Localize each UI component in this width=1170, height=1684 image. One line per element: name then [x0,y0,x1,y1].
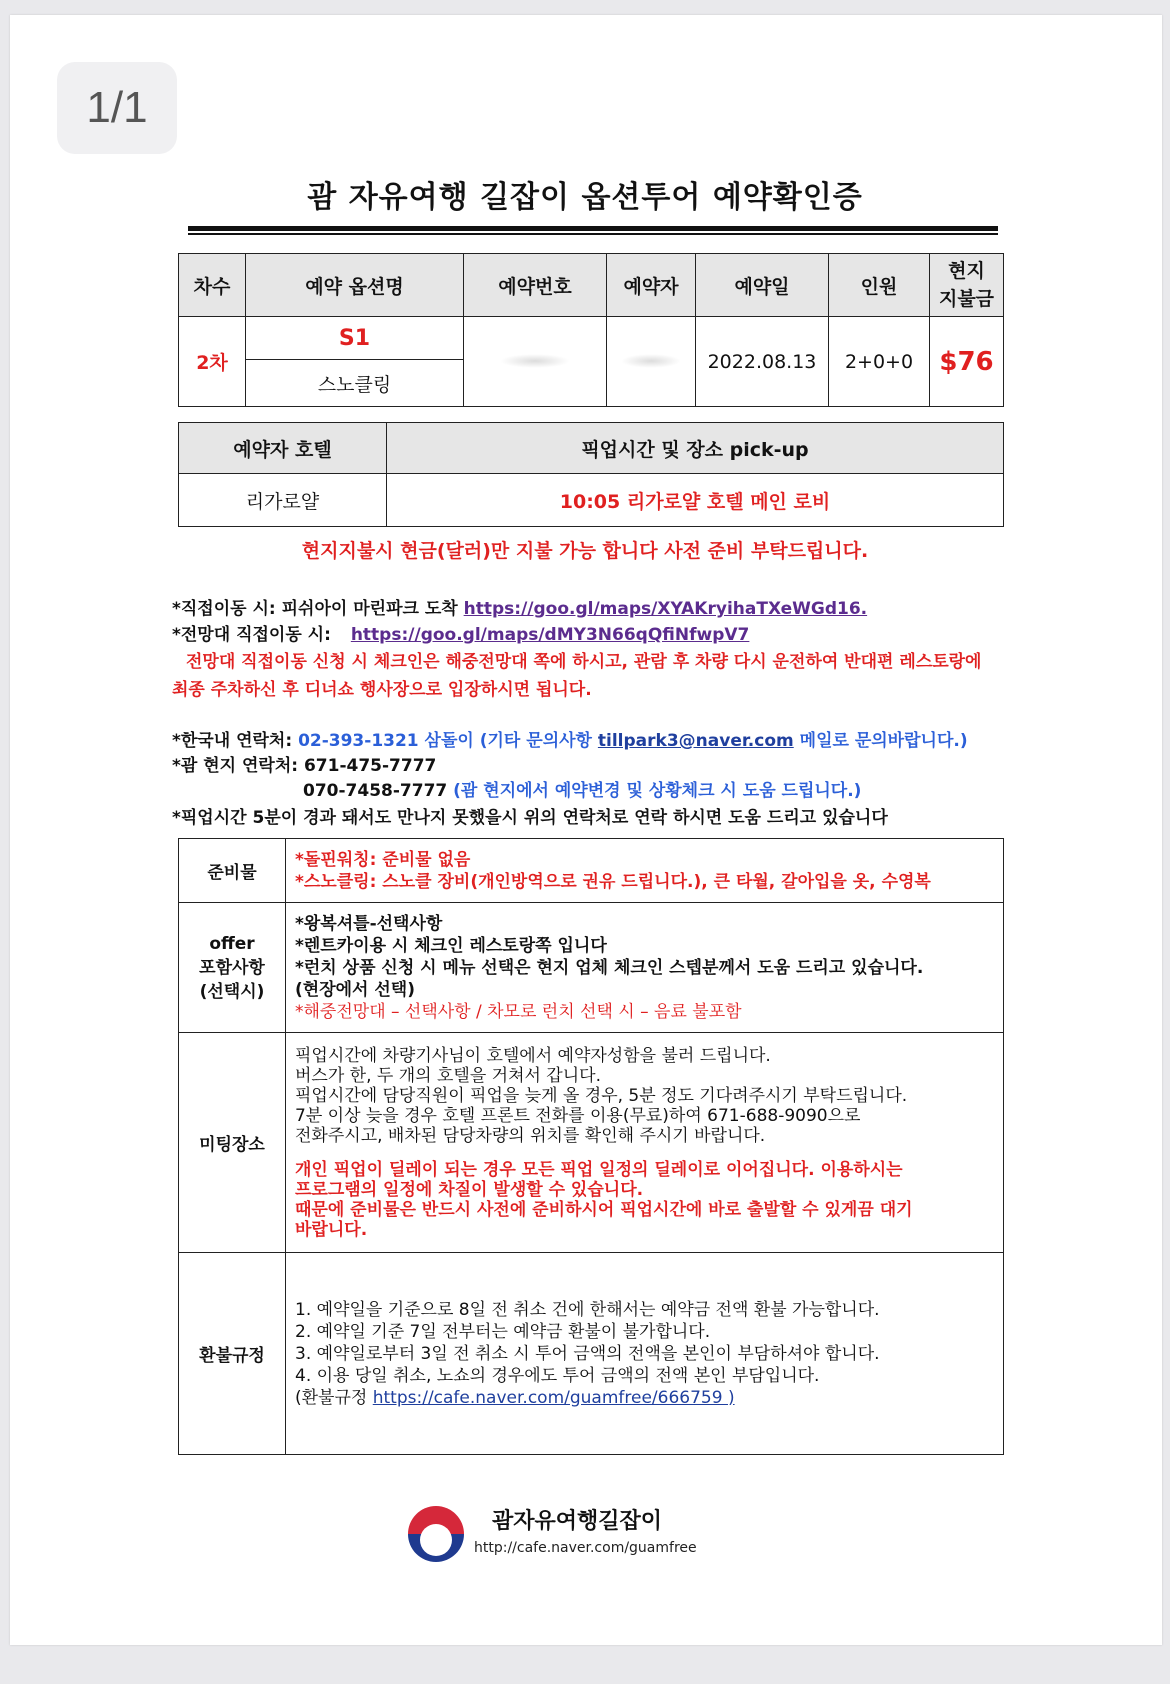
offer-line: *런치 상품 신청 시 메뉴 선택은 현지 업체 체크인 스텝분께서 도움 드리고 있습니다. [295,957,924,978]
brand-name: 괌자유여행길잡이 [492,1509,663,1534]
prep-content [286,839,1004,903]
header-booking-number: 예약번호 [464,254,607,317]
header-round: 차수 [179,254,246,317]
korea-contact-tail: 메일로 문의바랍니다.) [799,731,968,751]
page-title: 괌 자유여행 길잡이 옵션투어 예약확인증 [307,180,863,215]
option-code: S1 [246,317,464,360]
pickup-delay-note: *픽업시간 5분이 경과 돼서도 만나지 못했을시 위의 연락처로 연락 하시면 도움 드리고 있습니다 [172,808,888,828]
cash-payment-notice: 현지지불시 현금(달러)만 지불 가능 합니다 사전 준비 부탁드립니다. [301,540,869,562]
offer-label-line: (선택시) [199,981,265,1002]
offer-row [179,903,1004,1033]
title-divider [188,226,998,231]
page-indicator: 1/1 [57,62,177,154]
korea-contact-line [172,729,968,753]
refund-content [286,1253,1004,1455]
offer-label [179,903,286,1033]
hotel-table [178,422,1004,527]
offer-line: *렌트카이용 시 체크인 레스토랑쪽 입니다 [295,935,607,956]
round-value: 2차 [179,317,246,407]
refund-row [179,1253,1004,1455]
refund-line: 2. 예약일 기준 7일 전부터는 예약금 환불이 불가합니다. [295,1321,711,1342]
header-hotel: 예약자 호텔 [179,423,387,474]
refund-line: 1. 예약일을 기준으로 8일 전 취소 건에 한해서는 예약금 전액 환불 가능합니다. [295,1299,880,1320]
direct-route-line [172,597,867,621]
meeting-line: 전화주시고, 배차된 담당차량의 위치를 확인해 주시기 바랍니다. [295,1125,766,1146]
booking-date-value: 2022.08.13 [696,317,829,407]
details-table [178,838,1004,1455]
offer-red-line: *해중전망대 – 선택사항 / 차모로 런치 선택 시 – 음료 불포함 [295,1001,742,1022]
offer-content [286,903,1004,1033]
meeting-line: 픽업시간에 담당직원이 픽업을 늦게 올 경우, 5분 정도 기다려주시기 부탁드립니다. [295,1085,908,1106]
meeting-line: 버스가 한, 두 개의 호텔을 거쳐서 갑니다. [295,1065,601,1086]
option-name: 스노클링 [246,360,464,407]
brand-url[interactable]: http://cafe.naver.com/guamfree [474,1540,697,1556]
observatory-route-line [172,623,749,647]
booking-number-redacted [464,317,607,407]
header-payment: 현지 지불금 [930,254,1004,317]
title-divider-thin [188,233,998,235]
meeting-warning-line: 개인 픽업이 딜레이 되는 경우 모든 픽업 일정의 딜레이로 이어집니다. 이용하시는 [295,1159,903,1180]
header-pickup: 픽업시간 및 장소 pick-up [387,423,1004,474]
booking-table [178,253,1004,407]
offer-line: *왕복셔틀-선택사항 [295,913,443,934]
refund-line: 3. 예약일로부터 3일 전 취소 시 투어 금액의 전액을 본인이 부담하셔야 합니다. [295,1343,880,1364]
offer-label-line: offer [209,933,255,954]
offer-line: (현장에서 선택) [295,979,415,1000]
meeting-content [286,1033,1004,1253]
prep-row [179,839,1004,903]
observatory-route-link[interactable]: https://goo.gl/maps/dMY3N66qQfiNfwpV7 [350,625,750,645]
prep-label: 준비물 [179,839,286,903]
observatory-note-2: 최종 주차하신 후 디너쇼 행사장으로 입장하시면 됩니다. [172,680,592,700]
korea-contact-label: *한국내 연락처: [172,731,293,751]
meeting-warning-line: 때문에 준비물은 반드시 사전에 준비하시어 픽업시간에 바로 출발할 수 있게끔 대기 [295,1199,913,1220]
booking-header-row [179,254,1004,317]
header-booker: 예약자 [607,254,696,317]
hotel-value: 리가로얄 [179,474,387,527]
meeting-label: 미팅장소 [179,1033,286,1253]
payment-value: $76 [930,317,1004,407]
meeting-line: 픽업시간에 차량기사님이 호텔에서 예약자성함을 불러 드립니다. [295,1045,771,1066]
direct-route-label: *직접이동 시: 피쉬아이 마린파크 도착 [172,599,458,619]
refund-link-prefix: (환불규정 [295,1387,368,1408]
korea-contact-email[interactable]: tillpark3@naver.com [597,731,794,751]
guam-phone-2-note: (괌 현지에서 예약변경 및 상황체크 시 도움 드립니다.) [453,781,862,801]
brand-emblem-icon [408,1506,464,1562]
prep-line: *스노클링: 스노클 장비(개인방역으로 권유 드립니다.), 큰 타월, 갈아입을 옷, 수영복 [295,871,931,892]
people-value: 2+0+0 [829,317,930,407]
guam-contact-line-2 [303,779,861,803]
pickup-value: 10:05 리가로얄 호텔 메인 로비 [387,474,1004,527]
meeting-line: 7분 이상 늦을 경우 호텔 프론트 전화를 이용(무료)하여 671-688-9090으로 [295,1105,861,1126]
korea-contact-phone: 02-393-1321 삼돌이 (기타 문의사항 [298,731,592,751]
header-option: 예약 옵션명 [246,254,464,317]
booker-redacted [607,317,696,407]
footer-logo [408,1500,808,1570]
meeting-warning-line: 바랍니다. [295,1219,368,1240]
meeting-warning-line: 프로그램의 일정에 차질이 발생할 수 있습니다. [295,1179,644,1200]
guam-contact-line: *괌 현지 연락처: 671-475-7777 [172,756,437,776]
direct-route-link[interactable]: https://goo.gl/maps/XYAKryihaTXeWGd16. [463,599,868,619]
observatory-note-1: 전망대 직접이동 신청 시 체크인은 해중전망대 쪽에 하시고, 관람 후 차량 다시 운전하여 반대편 레스토랑에 [186,652,982,672]
prep-line: *돌핀워칭: 준비물 없음 [295,849,471,870]
offer-label-line: 포함사항 [199,957,265,978]
refund-line: 4. 이용 당일 취소, 노쇼의 경우에도 투어 금액의 전액 본인 부담입니다. [295,1365,820,1386]
refund-link-line [295,1387,994,1409]
observatory-route-label: *전망대 직접이동 시: [172,625,331,645]
meeting-row [179,1033,1004,1253]
guam-phone-2: 070-7458-7777 [303,781,448,801]
header-people: 인원 [829,254,930,317]
refund-link[interactable]: https://cafe.naver.com/guamfree/666759 ) [372,1387,735,1408]
header-booking-date: 예약일 [696,254,829,317]
refund-label: 환불규정 [179,1253,286,1455]
